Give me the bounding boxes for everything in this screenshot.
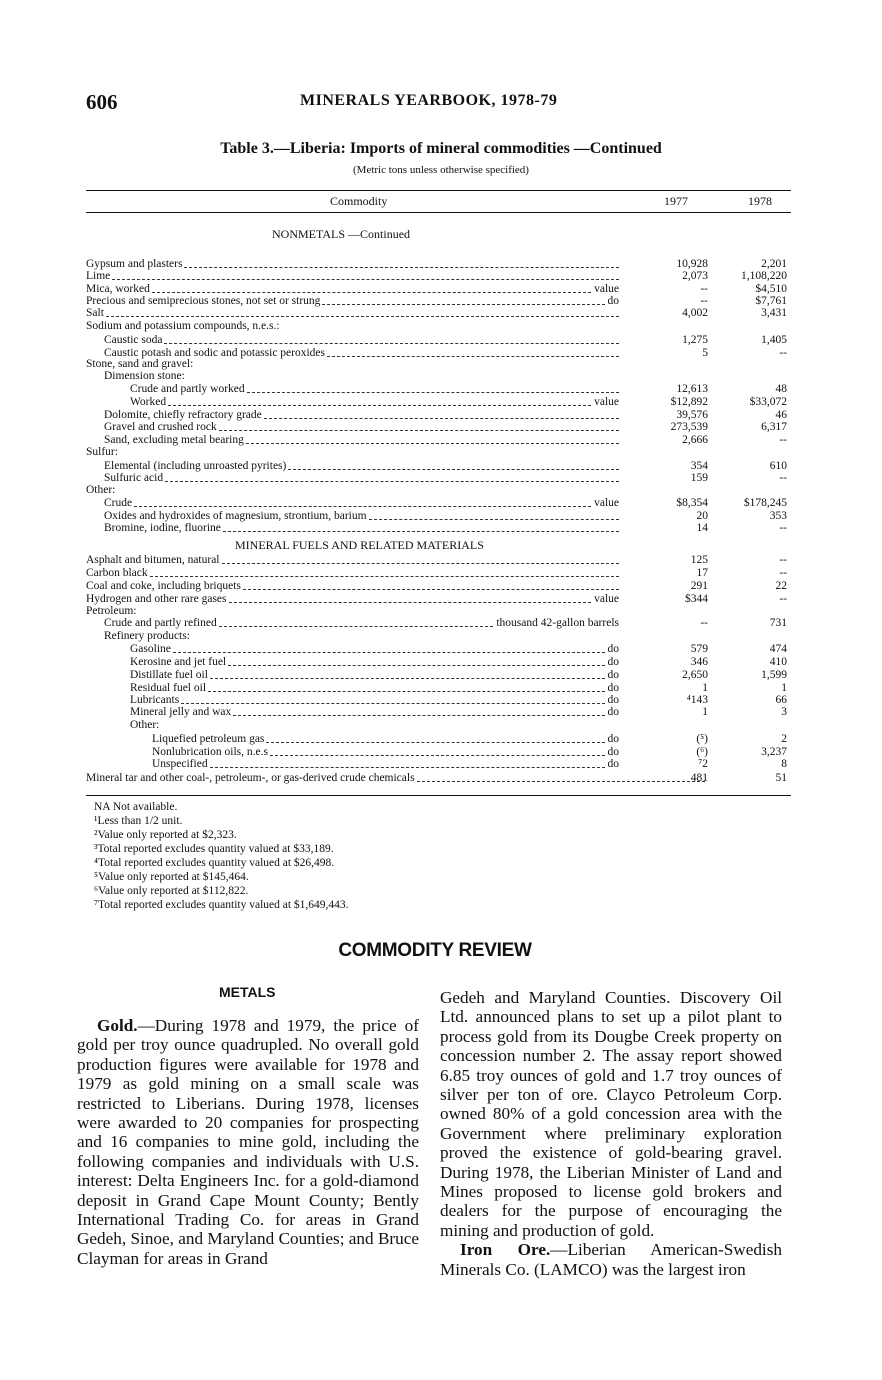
value-1977: 1,275 — [682, 334, 708, 346]
leader-dots — [210, 678, 605, 679]
value-1978: 1,108,220 — [741, 270, 787, 282]
leader-dots — [184, 267, 619, 268]
value-1977: 17 — [696, 567, 708, 579]
unit-label: value — [594, 396, 619, 408]
commodity-label — [130, 706, 622, 719]
commodity-name: Salt — [86, 307, 104, 319]
leader-dots — [164, 343, 619, 344]
commodity-label — [104, 334, 622, 347]
table-row — [86, 497, 791, 510]
value-1977: (⁶) — [696, 746, 708, 758]
commodity-name: Other: — [130, 719, 160, 731]
unit-label: do — [607, 758, 619, 770]
value-1977: 20 — [696, 510, 708, 522]
commodity-label — [86, 307, 622, 320]
table-row — [86, 554, 791, 567]
commodity-name: Other: — [86, 484, 116, 496]
gold-runin-heading: Gold. — [97, 1016, 138, 1035]
value-1978: 1,599 — [761, 669, 787, 681]
unit-label: value — [594, 593, 619, 605]
value-1978: $33,072 — [749, 396, 787, 408]
table-row — [86, 580, 791, 593]
iron-ore-text: —Liberian American-Swedish Minerals Co. (LAMCO) was the largest iron — [440, 1240, 782, 1279]
table-row — [86, 733, 791, 746]
value-1977: $12,892 — [670, 396, 708, 408]
table-row — [86, 719, 791, 732]
commodity-name: Bromine, iodine, fluorine — [104, 522, 221, 534]
value-1978: 731 — [769, 617, 787, 629]
value-1978: -- — [779, 434, 787, 446]
commodity-label — [104, 630, 190, 643]
table-header-rule — [86, 212, 791, 213]
table-row — [86, 421, 791, 434]
leader-dots — [327, 356, 619, 357]
unit-label: value — [594, 283, 619, 295]
value-1977: $344 — [685, 593, 708, 605]
commodity-name: Petroleum: — [86, 605, 137, 617]
commodity-name: Lubricants — [130, 694, 180, 706]
leader-dots — [219, 430, 619, 431]
commodity-label — [104, 497, 622, 510]
commodity-label — [86, 270, 622, 283]
table-row — [86, 617, 791, 630]
value-1977: 14 — [696, 522, 708, 534]
table-row — [86, 656, 791, 669]
table-row — [86, 307, 791, 320]
unit-label: do — [607, 746, 619, 758]
table-row — [86, 320, 791, 333]
footnote: ⁴Total reported excludes quantity valued at $26,498. — [94, 857, 335, 869]
running-head: MINERALS YEARBOOK, 1978-79 — [300, 92, 558, 109]
value-1978: -- — [779, 472, 787, 484]
commodity-label — [130, 656, 622, 669]
unit-label: do — [607, 694, 619, 706]
table-row — [86, 772, 791, 785]
commodity-name: Gypsum and plasters — [86, 258, 183, 270]
commodity-name: Elemental (including unroasted pyrites) — [104, 460, 287, 472]
gold-paragraph — [77, 1016, 419, 1268]
value-1978: 46 — [775, 409, 787, 421]
commodity-name: Hydrogen and other rare gases — [86, 593, 227, 605]
column-header-commodity: Commodity — [330, 194, 388, 208]
metals-heading: METALS — [219, 984, 276, 1000]
commodity-label — [86, 772, 708, 785]
commodity-label — [130, 719, 159, 732]
value-1977: 2,650 — [682, 669, 708, 681]
value-1978: 610 — [769, 460, 787, 472]
table-row — [86, 706, 791, 719]
column-header-1978: 1978 — [748, 194, 772, 208]
commodity-name: Nonlubrication oils, n.e.s — [152, 746, 268, 758]
table-row — [86, 567, 791, 580]
leader-dots — [165, 481, 619, 482]
leader-dots — [168, 405, 591, 406]
value-1978: 2 — [781, 733, 787, 745]
leader-dots — [228, 665, 604, 666]
commodity-label — [130, 383, 622, 396]
leader-dots — [210, 767, 605, 768]
commodity-name: Carbon black — [86, 567, 148, 579]
value-1977: 2,073 — [682, 270, 708, 282]
leader-dots — [223, 531, 619, 532]
leader-dots — [229, 602, 592, 603]
value-1977: 1 — [702, 682, 708, 694]
leader-dots — [369, 519, 619, 520]
commodity-name: Caustic potash and sodic and potassic peroxides — [104, 347, 326, 359]
leader-dots — [134, 506, 591, 507]
commodity-label — [104, 370, 185, 383]
table-bottom-rule — [86, 795, 791, 796]
leader-dots — [246, 443, 619, 444]
value-1978: 410 — [769, 656, 787, 668]
column-header-1977: 1977 — [664, 194, 688, 208]
value-1977: 12,613 — [676, 383, 708, 395]
leader-dots — [270, 755, 605, 756]
commodity-name: Caustic soda — [104, 334, 163, 346]
commodity-name: Worked — [130, 396, 167, 408]
value-1977: -- — [700, 283, 708, 295]
leader-dots — [112, 279, 619, 280]
iron-ore-runin-heading: Iron Ore. — [460, 1240, 551, 1260]
commodity-name: Gasoline — [130, 643, 171, 655]
table-row — [86, 630, 791, 643]
value-1977: 2,666 — [682, 434, 708, 446]
value-1977: 159 — [690, 472, 708, 484]
commodity-label — [86, 446, 118, 459]
leader-dots — [233, 715, 604, 716]
commodity-name: Kerosine and jet fuel — [130, 656, 227, 668]
commodity-name: Precious and semiprecious stones, not set or strung — [86, 295, 321, 307]
table-row — [86, 270, 791, 283]
commodity-name: Sulfur: — [86, 446, 118, 458]
commodity-label — [86, 554, 622, 567]
value-1978: -- — [779, 554, 787, 566]
footnote: ⁶Value only reported at $112,822. — [94, 885, 249, 897]
value-1977: ⁷2 — [698, 758, 708, 770]
value-1978: 8 — [781, 758, 787, 770]
commodity-name: Oxides and hydroxides of magnesium, strontium, barium — [104, 510, 367, 522]
value-1977: 4,002 — [682, 307, 708, 319]
value-1978: 3,237 — [761, 746, 787, 758]
footnote: ²Value only reported at $2,323. — [94, 829, 237, 841]
unit-label: do — [607, 656, 619, 668]
value-1977: 354 — [690, 460, 708, 472]
commodity-label — [86, 484, 115, 497]
value-1978: 6,317 — [761, 421, 787, 433]
gold-text: —During 1978 and 1979, the price of gold per troy ounce quadrupled. No overall gold production figures were available for 1978 and 1979 as gold mining on a small scale was restricted to Liberians. During 1978, licenses were awarded to 20 companies for prospecting and 16 companies to mine gold, including the following companies and individuals with U.S. interest: Delta Engineers Inc. for a gold-diamond deposit in Grand Cape Mount County; Bently International Trading Co. for areas in Grand Gedeh, Sinoe, and Maryland Counties; and Bruce Clayman for areas in Grand — [77, 1016, 419, 1268]
commodity-name: Gravel and crushed rock — [104, 421, 217, 433]
commodity-name: Sodium and potassium compounds, n.e.s.: — [86, 320, 280, 332]
value-1977: 346 — [690, 656, 708, 668]
leader-dots — [322, 304, 604, 305]
value-1978: 3 — [781, 706, 787, 718]
footnote: ⁵Value only reported at $145,464. — [94, 871, 249, 883]
commodity-label — [104, 522, 622, 535]
unit-label: thousand 42-gallon barrels — [496, 617, 619, 629]
leader-dots — [266, 742, 604, 743]
value-1977: 481 — [690, 772, 708, 784]
table-subtitle: (Metric tons unless otherwise specified) — [353, 164, 529, 176]
commodity-review-heading: COMMODITY REVIEW — [338, 940, 532, 961]
leader-dots — [173, 652, 605, 653]
value-1977: $8,354 — [676, 497, 708, 509]
value-1978: 1 — [781, 682, 787, 694]
leader-dots — [243, 589, 619, 590]
commodity-label — [130, 669, 622, 682]
commodity-name: Residual fuel oil — [130, 682, 207, 694]
value-1977: 291 — [690, 580, 708, 592]
value-1977: 125 — [690, 554, 708, 566]
unit-label: do — [607, 669, 619, 681]
table-row — [86, 669, 791, 682]
leader-dots — [288, 469, 619, 470]
commodity-label — [86, 580, 622, 593]
commodity-label — [104, 421, 622, 434]
value-1978: 22 — [775, 580, 787, 592]
value-1978: 1,405 — [761, 334, 787, 346]
value-1977: 579 — [690, 643, 708, 655]
commodity-label — [86, 320, 280, 333]
leader-dots — [264, 418, 619, 419]
value-1977: -- — [700, 295, 708, 307]
value-1978: -- — [779, 522, 787, 534]
table-row — [86, 396, 791, 409]
value-1977: 1 — [702, 706, 708, 718]
value-1977: 273,539 — [670, 421, 708, 433]
footnote: NA Not available. — [94, 801, 178, 813]
unit-label: do — [607, 682, 619, 694]
commodity-name: Mineral jelly and wax — [130, 706, 232, 718]
commodity-label — [130, 396, 622, 409]
unit-label: do — [607, 295, 619, 307]
value-1977: 10,928 — [676, 258, 708, 270]
value-1978: 51 — [775, 772, 787, 784]
leader-dots — [208, 691, 604, 692]
value-1977: -- — [700, 617, 708, 629]
table-row — [86, 446, 791, 459]
footnote: ⁷Total reported excludes quantity valued at $1,649,443. — [94, 899, 349, 911]
leader-dots — [222, 563, 620, 564]
leader-dots — [106, 316, 619, 317]
page-number: 606 — [86, 90, 118, 114]
leader-dots — [219, 626, 494, 627]
leader-dots — [152, 292, 591, 293]
value-1978: -- — [779, 593, 787, 605]
unit-label: do — [607, 643, 619, 655]
commodity-name: Dimension stone: — [104, 370, 185, 382]
value-1978: 474 — [769, 643, 787, 655]
commodity-name: Mineral tar and other coal-, petroleum-, or gas-derived crude chemicals — [86, 772, 415, 784]
value-1978: 3,431 — [761, 307, 787, 319]
value-1978: -- — [779, 567, 787, 579]
table-row — [86, 643, 791, 656]
table-row — [86, 370, 791, 383]
commodity-name: Mica, worked — [86, 283, 150, 295]
iron-ore-paragraph — [440, 1240, 782, 1279]
leader-dots — [247, 392, 619, 393]
table-row — [86, 334, 791, 347]
body-column-left — [77, 1016, 419, 1268]
unit-label: do — [607, 733, 619, 745]
commodity-name: Crude — [104, 497, 133, 509]
commodity-name: Lime — [86, 270, 111, 282]
value-1977: 5 — [702, 347, 708, 359]
value-1978: 48 — [775, 383, 787, 395]
commodity-name: Liquefied petroleum gas — [152, 733, 265, 745]
value-1978: $7,761 — [755, 295, 787, 307]
table-row — [86, 522, 791, 535]
commodity-label — [130, 643, 622, 656]
footnote: ¹Less than 1/2 unit. — [94, 815, 183, 827]
commodity-name: Crude and partly refined — [104, 617, 217, 629]
table-row — [86, 758, 791, 771]
commodity-name: Refinery products: — [104, 630, 190, 642]
commodity-name: Dolomite, chiefly refractory grade — [104, 409, 262, 421]
table-top-rule — [86, 190, 791, 191]
unit-label: value — [594, 497, 619, 509]
value-1977: ⁴143 — [686, 694, 708, 706]
commodity-name: Coal and coke, including briquets — [86, 580, 241, 592]
commodity-label — [86, 567, 622, 580]
commodity-label — [152, 733, 622, 746]
leader-dots — [150, 576, 619, 577]
footnote: ³Total reported excludes quantity valued at $33,189. — [94, 843, 334, 855]
commodity-name: Stone, sand and gravel: — [86, 358, 194, 370]
value-1978: $178,245 — [743, 497, 787, 509]
value-1978: 2,201 — [761, 258, 787, 270]
commodity-name: Unspecified — [152, 758, 208, 770]
commodity-label — [104, 617, 622, 630]
value-1978: $4,510 — [755, 283, 787, 295]
table-row — [86, 383, 791, 396]
value-1978: -- — [779, 347, 787, 359]
commodity-name: Asphalt and bitumen, natural — [86, 554, 220, 566]
value-1977: 39,576 — [676, 409, 708, 421]
commodity-name: Sand, excluding metal bearing — [104, 434, 244, 446]
unit-label: do — [607, 706, 619, 718]
table-row — [86, 484, 791, 497]
commodity-name: Crude and partly worked — [130, 383, 245, 395]
section-heading-nonmetals: NONMETALS —Continued — [272, 227, 411, 241]
section-heading-fuels: MINERAL FUELS AND RELATED MATERIALS — [235, 538, 484, 552]
value-1978: 66 — [775, 694, 787, 706]
value-1978: 353 — [769, 510, 787, 522]
commodity-label — [152, 758, 622, 771]
value-1977: (⁵) — [696, 733, 708, 745]
body-column-right — [440, 988, 782, 1279]
gold-paragraph-continued: Gedeh and Maryland Counties. Discovery Oil Ltd. announced plans to set up a pilot plant to process gold from its Dougbe Creek property on concession number 2. The assay report showed 6.85 troy ounces of gold and 1.7 troy ounces of silver per ton of ore. Clayco Petroleum Corp. owned 80% of a gold concession area with the Government where preliminary exploration proved the existence of gold-bearing gravel. During 1978, the Liberian Minister of Land and Mines proposed to license gold brokers and dealers for the purpose of encouraging the mining and production of gold. — [440, 988, 782, 1240]
commodity-name: Distillate fuel oil — [130, 669, 208, 681]
table-title: Table 3.—Liberia: Imports of mineral commodities —Continued — [220, 140, 662, 157]
commodity-name: Sulfuric acid — [104, 472, 164, 484]
leader-dots — [181, 703, 604, 704]
